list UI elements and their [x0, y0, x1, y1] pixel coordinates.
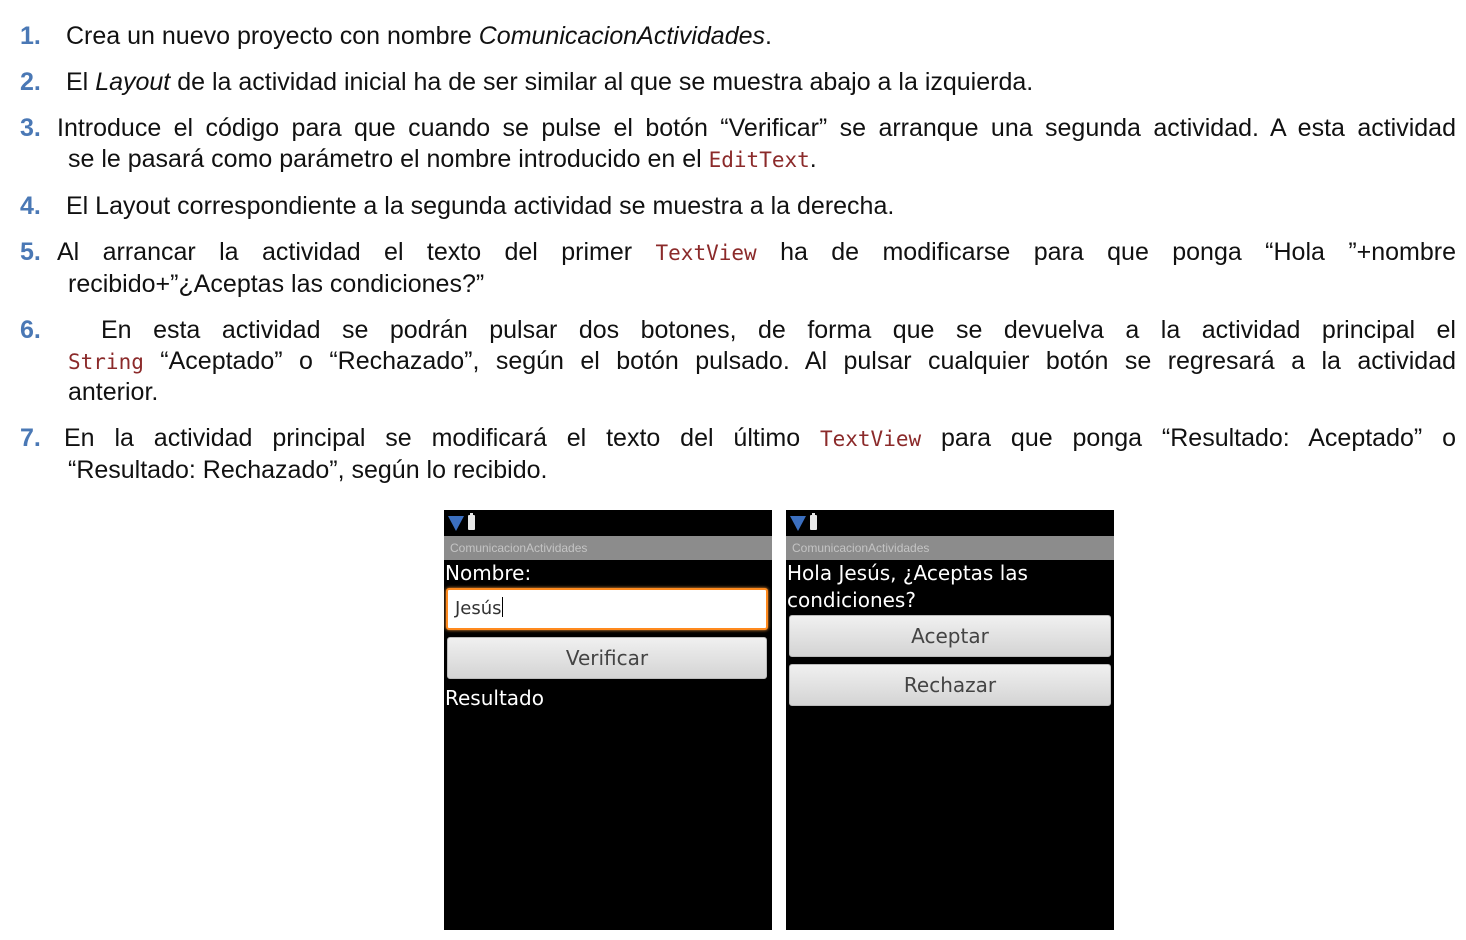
question-text-line2: condiciones? [787, 588, 916, 612]
code-edittext: EditText [708, 148, 810, 172]
instruction-number: 5. [20, 238, 41, 266]
instruction-text-continued: “Resultado: Rechazado”, según lo recibido. [68, 456, 548, 484]
instruction-text-continued: String “Aceptado” o “Rechazado”, según el botón pulsado. Al pulsar cualquier botón se regresará a la actividad [68, 347, 1456, 375]
name-label: Nombre: [445, 561, 532, 585]
status-bar [786, 510, 1114, 536]
name-input-value: Jesús [455, 598, 502, 619]
wifi-icon [448, 516, 464, 531]
battery-icon [468, 515, 475, 530]
instruction-text: Al arrancar la actividad el texto del primer TextView ha de modificarse para que ponga “Hola ”+nombre [57, 238, 1457, 266]
screen-main-activity [444, 510, 772, 930]
instruction-number: 2. [20, 68, 41, 96]
app-title-bar: ComunicacionActividades [786, 536, 1114, 560]
text-cursor [502, 597, 503, 617]
accept-button[interactable]: Aceptar [789, 615, 1111, 657]
instruction-text-continued: se le pasará como parámetro el nombre introducido en el EditText. [68, 145, 817, 173]
instruction-number: 6. [20, 316, 41, 344]
code-textview: TextView [819, 427, 922, 451]
instruction-text: En la actividad principal se modificará el texto del último TextView para que ponga “Resultado: Aceptado” o [64, 424, 1456, 452]
instruction-text: En esta actividad se podrán pulsar dos botones, de forma que se devuelva a la actividad principal el [101, 316, 1456, 344]
verify-button[interactable]: Verificar [447, 637, 767, 679]
instruction-text: El Layout correspondiente a la segunda actividad se muestra a la derecha. [66, 192, 895, 220]
result-label: Resultado [445, 686, 544, 710]
instruction-text-continued: anterior. [68, 378, 159, 406]
reject-button[interactable]: Rechazar [789, 664, 1111, 706]
wifi-icon [790, 516, 806, 531]
code-string: String [68, 350, 144, 374]
instruction-text: Introduce el código para que cuando se pulse el botón “Verificar” se arranque una segunda actividad. A esta actividad [57, 114, 1456, 142]
instruction-number: 7. [20, 424, 41, 452]
instruction-number: 1. [20, 22, 41, 50]
instruction-number: 4. [20, 192, 41, 220]
instruction-text: El Layout de la actividad inicial ha de ser similar al que se muestra abajo a la izquierda. [66, 68, 1034, 96]
instruction-number: 3. [20, 114, 41, 142]
app-title-bar: ComunicacionActividades [444, 536, 772, 560]
status-bar [444, 510, 772, 536]
question-text-line1: Hola Jesús, ¿Aceptas las [787, 561, 1028, 585]
screen-second-activity [786, 510, 1114, 930]
instruction-text: Crea un nuevo proyecto con nombre ComunicacionActividades. [66, 22, 772, 50]
instruction-text-continued: recibido+”¿Aceptas las condiciones?” [68, 270, 485, 298]
code-textview: TextView [655, 241, 757, 265]
battery-icon [810, 515, 817, 530]
name-input[interactable] [446, 588, 768, 630]
